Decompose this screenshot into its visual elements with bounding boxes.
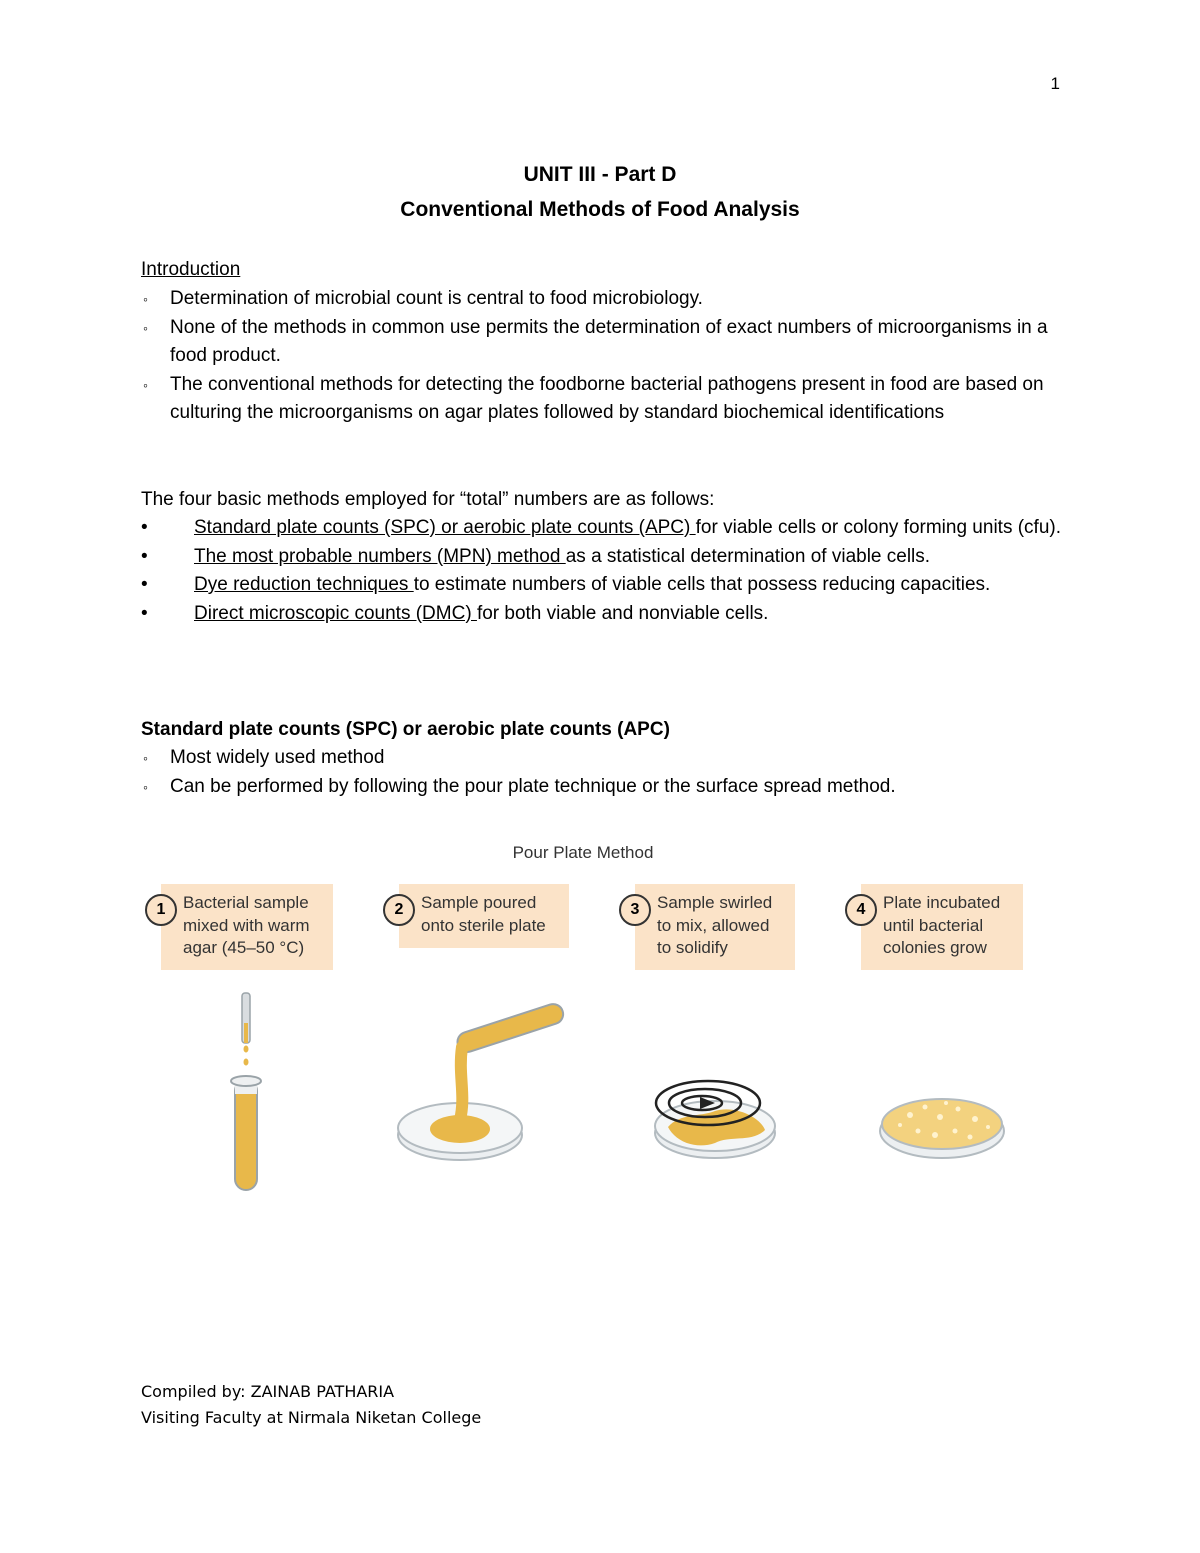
bullet-icon: •	[141, 545, 148, 567]
pour-plate-illustration	[140, 985, 1040, 1200]
introduction-list	[141, 285, 1071, 428]
compiled-by: Compiled by: ZAINAB PATHARIA	[141, 1382, 395, 1401]
bullet-icon: •	[141, 602, 148, 624]
step-label: Sample swirled to mix, allowed to solidify	[657, 893, 773, 957]
step-number-badge: 4	[845, 894, 877, 926]
pipette-icon	[242, 993, 250, 1066]
test-tube-icon	[231, 1076, 261, 1190]
step-2-label-box	[394, 884, 569, 948]
hollow-bullet-icon: ◦	[143, 319, 148, 336]
pouring-tube-icon	[455, 1001, 566, 1120]
step-1-label-box	[156, 884, 333, 970]
spc-heading: Standard plate counts (SPC) or aerobic plate counts (APC)	[141, 719, 670, 740]
faculty-line: Visiting Faculty at Nirmala Niketan College	[141, 1408, 482, 1427]
page-number: 1	[1050, 74, 1060, 93]
list-item: • The most probable numbers (MPN) method as a statistical determination of viable cells.	[141, 543, 1071, 572]
bullet-icon: •	[141, 517, 148, 538]
list-item: ◦ The conventional methods for detecting the foodborne bacterial pathogens present in food are based on culturing the microorganisms on agar plates followed by standard biochemical identifications	[141, 371, 1071, 428]
methods-list	[141, 514, 1071, 628]
introduction-heading: Introduction	[141, 259, 241, 280]
step-3-label-box	[630, 884, 795, 970]
list-item: • Dye reduction techniques to estimate numbers of viable cells that possess reducing capacities.	[141, 571, 1071, 600]
method-name: Direct microscopic counts (DMC)	[194, 602, 477, 624]
swirled-plate-icon	[655, 1081, 775, 1158]
hollow-bullet-icon: ◦	[143, 778, 148, 795]
list-item: ◦ Most widely used method	[141, 744, 1071, 773]
step-label: Sample poured onto sterile plate	[421, 893, 546, 935]
figure-title: Pour Plate Method	[512, 843, 654, 862]
list-item: ◦ Can be performed by following the pour plate technique or the surface spread method.	[141, 773, 1071, 802]
step-number-badge: 3	[619, 894, 651, 926]
list-item: • Standard plate counts (SPC) or aerobic plate counts (APC) for viable cells or colony forming units (cfu).	[141, 514, 1071, 543]
colony-plate-icon	[880, 1099, 1004, 1158]
spc-list	[141, 744, 1071, 801]
hollow-bullet-icon: ◦	[143, 376, 148, 393]
method-name: The most probable numbers (MPN) method	[194, 545, 566, 567]
hollow-bullet-icon: ◦	[143, 291, 148, 307]
method-name: Dye reduction techniques	[194, 574, 414, 595]
list-item: • Direct microscopic counts (DMC) for both viable and nonviable cells.	[141, 600, 1071, 629]
hollow-bullet-icon: ◦	[143, 750, 148, 766]
methods-intro: The four basic methods employed for “total” numbers are as follows:	[141, 489, 715, 510]
step-label: Bacterial sample mixed with warm agar (45–50 °C)	[183, 893, 310, 957]
list-item: ◦ Determination of microbial count is central to food microbiology.	[141, 285, 1071, 314]
step-label: Plate incubated until bacterial colonies grow	[883, 893, 1001, 957]
document-title: Conventional Methods of Food Analysis	[400, 198, 800, 221]
step-number-badge: 2	[383, 894, 415, 926]
method-name: Standard plate counts (SPC) or aerobic plate counts (APC)	[194, 517, 696, 538]
list-item: ◦ None of the methods in common use permits the determination of exact numbers of microorganisms in a food product.	[141, 314, 1071, 371]
bullet-icon: •	[141, 574, 148, 595]
step-4-label-box	[856, 884, 1023, 970]
unit-title: UNIT III - Part D	[523, 163, 677, 186]
step-number-badge: 1	[145, 894, 177, 926]
